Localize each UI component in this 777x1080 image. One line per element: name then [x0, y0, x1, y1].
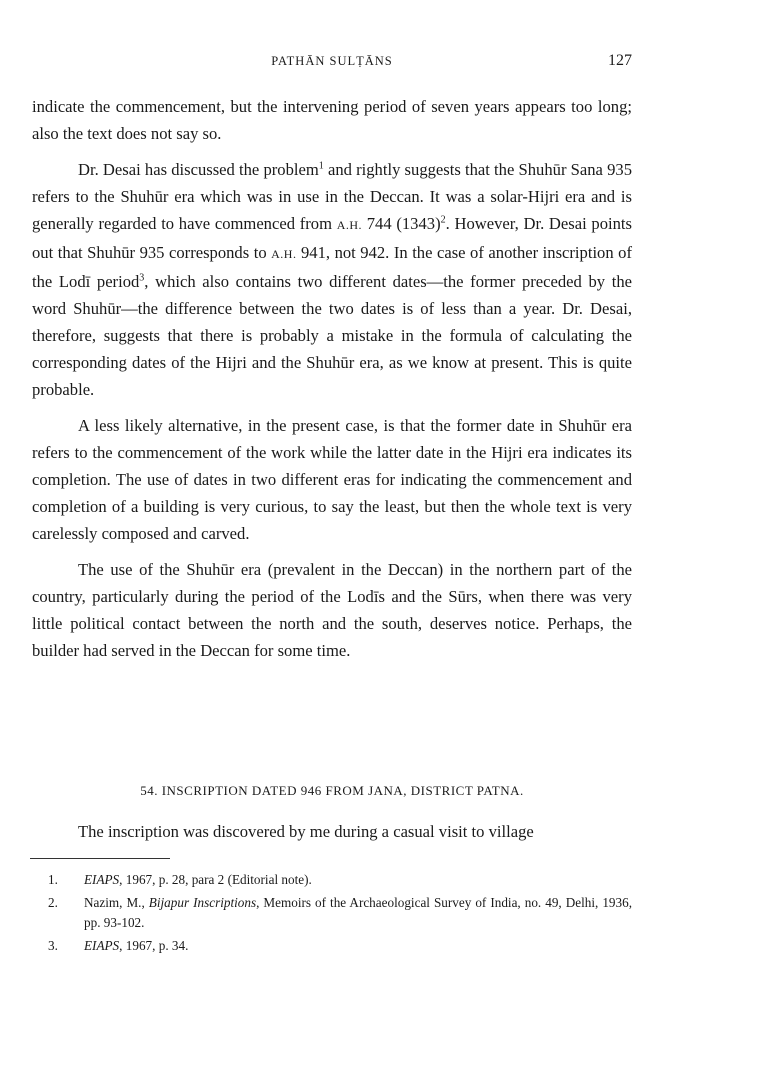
- ah-abbrev: A.H.: [271, 247, 297, 261]
- footnote-divider: [30, 858, 170, 859]
- footnote-title: EIAPS: [84, 938, 120, 953]
- running-head: PATHĀN SULṬĀNS: [271, 54, 393, 68]
- footnote-number: 2.: [48, 895, 58, 910]
- footnote-author: Nazim, M.,: [84, 895, 149, 910]
- paragraph-1: indicate the commencement, but the intervening period of seven years appears too long; also the text does not say so.: [32, 97, 632, 143]
- p2-text-a: Dr. Desai has discussed the problem: [78, 160, 319, 179]
- page-number: 127: [608, 52, 632, 69]
- p2-text-e: 941, not 942. In the case of another inscription of the Lodī period: [32, 243, 632, 291]
- footnote-number: 3.: [48, 938, 58, 953]
- footnote-ref-3: 3: [139, 272, 145, 284]
- footnote-text: [70, 893, 632, 933]
- section-paragraph: The inscription was discovered by me during a casual visit to village: [78, 822, 534, 841]
- body-text: [32, 93, 632, 664]
- paragraph-3: A less likely alternative, in the present case, is that the former date in Shuhūr era refers to the commencement of the work while the latter date in the Hijri era indicates its completion. The use of dates in two different eras for indicating the commencement and completion of a building is very curious, to say the least, but then the whole text is very carelessly composed and carved.: [32, 416, 632, 543]
- p2-text-f: , which also contains two different dates—the former preceded by the word Shuhūr—the difference between the two dates is of less than a year. Dr. Desai, therefore, suggests that there is probably a mistake in the formula of calculating the corresponding dates of the Hijri and the Shuhūr era, as we know at present. This is quite probable.: [32, 272, 632, 399]
- footnote-3: [32, 936, 632, 956]
- footnote-1: [32, 870, 632, 890]
- footnote-number: 1.: [48, 872, 58, 887]
- footnote-citation: , Memoirs of the Archaeological Survey of India, no. 49, Delhi, 1936, pp. 93-102.: [84, 895, 632, 930]
- footnote-title: EIAPS: [84, 872, 120, 887]
- paragraph-4: The use of the Shuhūr era (prevalent in the Deccan) in the northern part of the country, particularly during the period of the Lodīs and the Sūrs, when there was very little political contact between the north and the south, deserves notice. Perhaps, the builder had served in the Deccan for some time.: [32, 560, 632, 660]
- footnote-citation: , 1967, p. 28, para 2 (Editorial note).: [119, 872, 312, 887]
- paragraph-2: [32, 156, 632, 403]
- footnote-text: [70, 936, 632, 956]
- footnote-text: [70, 870, 632, 890]
- footnote-ref-1: 1: [318, 160, 324, 172]
- footnote-ref-2: 2: [440, 214, 446, 226]
- footnote-citation: , 1967, p. 34.: [119, 938, 189, 953]
- footnote-title: Bijapur Inscriptions: [148, 895, 257, 910]
- p2-text-b: and rightly suggests that the Shuhūr Sana 935 refers to the Shuhūr era which was in use in the Deccan. It was a solar-Hijri era and is generally regarded to have commenced from: [32, 160, 632, 233]
- p2-text-d: . However, Dr. Desai points out that Shuhūr 935 corresponds to: [32, 214, 632, 262]
- section-heading: 54. INSCRIPTION DATED 946 FROM JANA, DISTRICT PATNA.: [140, 783, 524, 798]
- p2-text-c: 744 (1343): [362, 214, 441, 233]
- page-header: [32, 52, 632, 72]
- footnote-2: [32, 893, 632, 933]
- footnotes: [32, 870, 632, 959]
- ah-abbrev: A.H.: [336, 218, 363, 232]
